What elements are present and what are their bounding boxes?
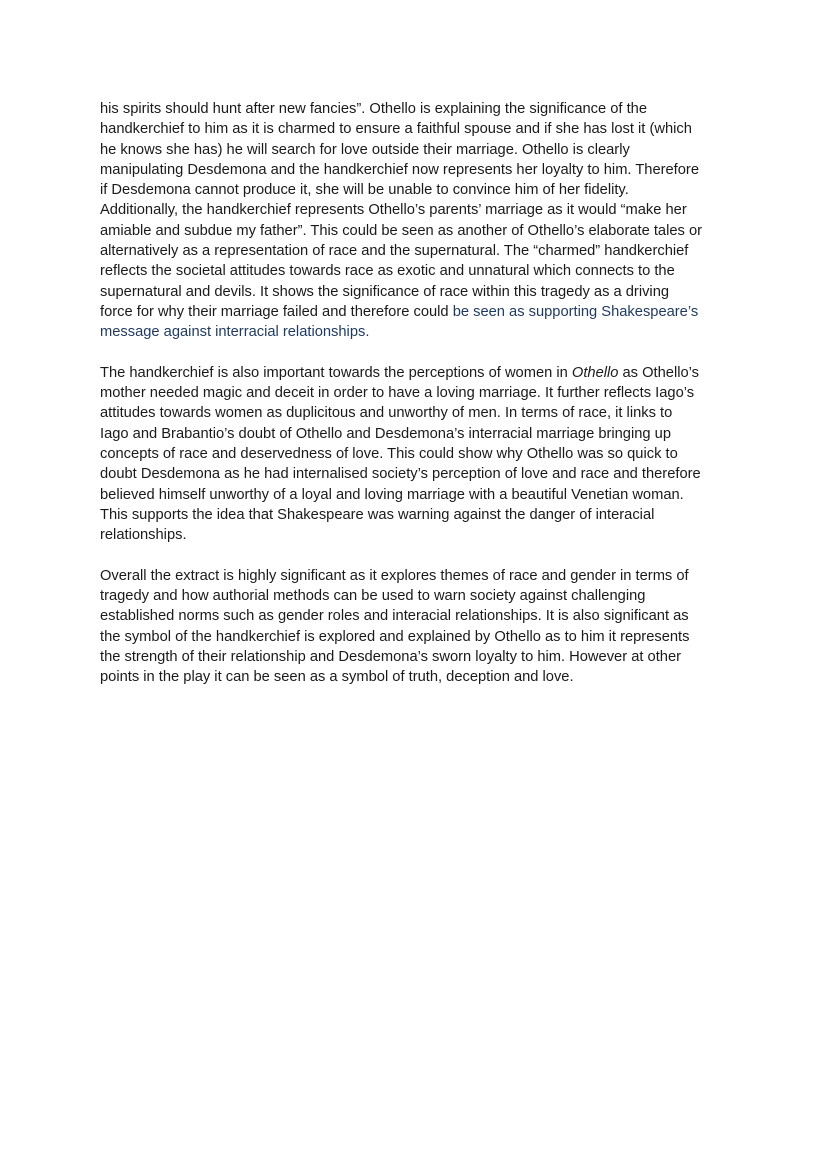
text-line: supernatural and devils. It shows the significance of race within this tragedy as a driving [100, 283, 670, 300]
text-line: Iago and Brabantio’s doubt of Othello and Desdemona’s interracial marriage bringing up [100, 425, 671, 442]
highlighted-link-text: message against interracial relationships. [100, 324, 370, 341]
play-title-italic: Othello [571, 364, 619, 381]
text-segment: The handkerchief is also important towards the perceptions of women in [100, 364, 572, 381]
text-segment: force for why their marriage failed and therefore could [100, 303, 453, 320]
text-line: handkerchief to him as it is charmed to ensure a faithful spouse and if she has lost it (which [100, 121, 692, 138]
text-line: alternatively as a representation of race and the supernatural. The “charmed” handkerchief [100, 243, 689, 260]
text-line: doubt Desdemona as he had internalised society’s perception of love and race and therefore [100, 466, 701, 483]
text-line: tragedy and how authorial methods can be used to warn society against challenging [100, 588, 646, 605]
text-line: relationships. [100, 527, 187, 544]
text-line: points in the play it can be seen as a symbol of truth, deception and love. [100, 669, 574, 686]
text-line: This supports the idea that Shakespeare was warning against the danger of interacial [100, 506, 655, 523]
text-segment: as Othello’s [618, 364, 699, 381]
paragraph-1 [100, 99, 736, 343]
text-line: amiable and subdue my father”. This could be seen as another of Othello’s elaborate tales or [100, 222, 703, 239]
text-line: he knows she has) he will search for love outside their marriage. Othello is clearly [100, 141, 630, 158]
text-line: established norms such as gender roles and interacial relationships. It is also significant as [100, 608, 689, 625]
paragraph-2 [100, 363, 736, 546]
document-body [100, 99, 736, 708]
text-line [100, 363, 736, 383]
text-line: if Desdemona cannot produce it, she will be unable to convince him of her fidelity. [100, 182, 629, 199]
text-line: believed himself unworthy of a loyal and loving marriage with a beautiful Venetian woman. [100, 486, 684, 503]
highlighted-link-text: be seen as supporting Shakespeare’s [452, 303, 699, 320]
text-line: manipulating Desdemona and the handkerchief now represents her loyalty to him. Therefore [100, 161, 699, 178]
text-line: the symbol of the handkerchief is explored and explained by Othello as to him it represents [100, 628, 690, 645]
text-line: reflects the societal attitudes towards race as exotic and unnatural which connects to the [100, 263, 675, 280]
text-line [100, 302, 736, 322]
text-line: mother needed magic and deceit in order to have a loving marriage. It further reflects Iago’s [100, 385, 695, 402]
text-line: his spirits should hunt after new fancies”. Othello is explaining the significance of the [100, 101, 648, 117]
text-line: Additionally, the handkerchief represents Othello’s parents’ marriage as it would “make her [100, 202, 687, 219]
text-line: concepts of race and deservedness of love. This could show why Othello was so quick to [100, 446, 678, 463]
paragraph-3 [100, 566, 736, 688]
text-line: attitudes towards women as duplicitous and unworthy of men. In terms of race, it links to [100, 405, 673, 422]
text-line: Overall the extract is highly significant as it explores themes of race and gender in terms of [100, 567, 689, 584]
text-line: the strength of their relationship and Desdemona’s sworn loyalty to him. However at other [100, 649, 682, 666]
